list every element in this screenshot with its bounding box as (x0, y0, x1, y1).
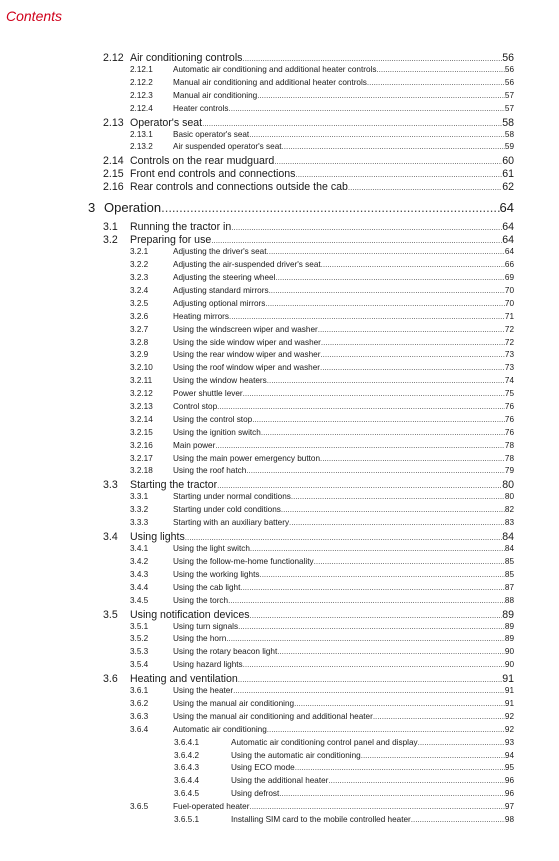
toc-entry-page: 79 (504, 466, 514, 476)
toc-entry-title: Front end controls and connections (130, 168, 296, 181)
toc-entry[interactable] (0, 725, 559, 738)
toc-leader-dots (373, 712, 505, 721)
toc-entry-title: Main power (173, 440, 216, 450)
toc-entry-title: Fuel-operated heater (173, 802, 250, 812)
toc-entry[interactable] (0, 273, 559, 286)
toc-entry-page: 96 (504, 776, 514, 786)
toc-entry-page: 64 (502, 221, 514, 234)
toc-entry[interactable] (0, 712, 559, 725)
toc-entry-number: 2.16 (103, 181, 124, 194)
toc-entry-title: Power shuttle lever (173, 389, 243, 399)
toc-entry-page: 73 (504, 363, 514, 373)
toc-entry-number: 3.4.4 (130, 582, 149, 592)
toc-entry-page: 91 (502, 673, 514, 686)
toc-entry-title: Automatic air conditioning and additional heater controls (173, 65, 377, 74)
toc-entry-page: 98 (504, 814, 514, 824)
toc-entry-number: 3.1 (103, 221, 118, 234)
toc-leader-dots (249, 130, 505, 139)
toc-entry-title: Using ECO mode (231, 763, 295, 773)
toc-entry-page: 60 (502, 155, 514, 168)
toc-entry-number: 2.12.4 (130, 103, 153, 113)
toc-entry[interactable] (0, 221, 559, 234)
toc-entry-title: Adjusting the steering wheel (173, 273, 276, 283)
toc-entry[interactable] (0, 673, 559, 686)
toc-entry-page: 78 (504, 440, 514, 450)
toc-entry[interactable] (0, 454, 559, 467)
toc-entry-page: 73 (504, 350, 514, 360)
toc-entry-page: 91 (504, 698, 514, 708)
toc-entry-title: Using the rear window wiper and washer (173, 350, 321, 360)
toc-entry-page: 74 (504, 376, 514, 386)
toc-entry-number: 3.6.4.1 (174, 737, 200, 747)
toc-entry-number: 3.6.1 (130, 686, 149, 696)
toc-entry-page: 92 (504, 711, 514, 721)
toc-entry-page: 58 (502, 116, 514, 129)
toc-entry[interactable] (0, 699, 559, 712)
toc-leader-dots (320, 454, 505, 463)
toc-entry-page: 93 (504, 737, 514, 747)
toc-leader-dots (269, 286, 505, 295)
toc-entry-page: 97 (504, 802, 514, 812)
toc-entry[interactable] (0, 583, 559, 596)
toc-entry-page: 85 (504, 569, 514, 579)
toc-entry-title: Using the side window wiper and washer (173, 337, 321, 347)
toc-entry-number: 3.6.2 (130, 698, 149, 708)
toc-entry-page: 76 (504, 414, 514, 424)
toc-entry-number: 3.2.16 (130, 440, 153, 450)
toc-entry-page: 64 (504, 247, 514, 257)
toc-entry-page: 91 (504, 686, 514, 696)
toc-entry-number: 3.6.5.1 (174, 814, 200, 824)
toc-entry-number: 3.2.18 (130, 466, 153, 476)
toc-entry[interactable] (0, 402, 559, 415)
toc-entry-title: Using the manual air conditioning (173, 698, 295, 708)
toc-entry-number: 3.6.4.5 (174, 789, 200, 799)
toc-leader-dots (320, 350, 504, 359)
toc-entry[interactable] (0, 91, 559, 104)
toc-entry-number: 3.2.13 (130, 402, 153, 412)
toc-entry-page: 80 (504, 492, 514, 502)
toc-entry-title: Using the window heaters (173, 376, 267, 386)
toc-entry-title: Air suspended operator's seat (173, 142, 282, 152)
toc-entry[interactable] (0, 117, 559, 130)
toc-entry-page: 88 (504, 595, 514, 605)
toc-entry[interactable] (0, 505, 559, 518)
toc-leader-dots (229, 104, 505, 113)
toc-entry-page: 71 (504, 311, 514, 321)
toc-entry-title: Adjusting the driver's seat (173, 247, 267, 257)
toc-leader-dots (418, 738, 505, 747)
toc-entry-page: 96 (504, 789, 514, 799)
toc-leader-dots (295, 763, 505, 772)
toc-entry-page: 64 (499, 200, 514, 216)
toc-entry-title: Adjusting optional mirrors (173, 298, 266, 308)
toc-entry-title: Air conditioning controls (130, 52, 243, 64)
toc-entry-title: Using turn signals (173, 621, 239, 631)
toc-leader-dots (252, 415, 505, 424)
toc-entry[interactable] (0, 363, 559, 376)
toc-entry-number: 2.13.1 (130, 129, 153, 139)
toc-entry[interactable] (0, 338, 559, 351)
toc-entry[interactable] (0, 181, 559, 194)
toc-entry[interactable] (0, 570, 559, 583)
toc-leader-dots (267, 247, 505, 256)
toc-entry-page: 90 (504, 660, 514, 670)
toc-entry[interactable] (0, 155, 559, 168)
toc-entry-title: Adjusting standard mirrors (173, 286, 269, 296)
toc-entry-page: 58 (504, 129, 514, 139)
toc-entry-title: Basic operator's seat (173, 129, 250, 139)
toc-entry-page: 59 (504, 142, 514, 152)
toc-leader-dots (411, 815, 505, 824)
toc-entry-page: 82 (504, 505, 514, 515)
toc-entry-page: 85 (504, 556, 514, 566)
toc-leader-dots (238, 675, 502, 684)
toc-entry-title: Control stop (173, 402, 218, 412)
toc-entry-number: 3.4.1 (130, 544, 149, 554)
toc-leader-dots (231, 223, 502, 232)
toc-entry[interactable] (0, 325, 559, 338)
toc-entry-title: Using notification devices (130, 608, 250, 621)
toc-leader-dots (257, 91, 505, 100)
toc-leader-dots (289, 518, 505, 527)
toc-entry-title: Using the light switch (173, 544, 250, 554)
toc-leader-dots (161, 200, 499, 215)
toc-entry-title: Using the torch (173, 595, 229, 605)
toc-entry-number: 3.6.3 (130, 711, 149, 721)
toc-entry[interactable] (0, 466, 559, 479)
toc-entry-number: 3.6.4 (130, 724, 149, 734)
toc-entry-page: 61 (502, 168, 514, 181)
toc-entry-page: 76 (504, 402, 514, 412)
toc-entry-title: Using lights (130, 531, 185, 544)
toc-entry-number: 3.6.4.4 (174, 776, 200, 786)
toc-entry-page: 57 (504, 90, 514, 100)
toc-entry-number: 3.2.12 (130, 389, 153, 399)
toc-entry-title: Using the control stop (173, 414, 253, 424)
toc-entry[interactable] (0, 751, 559, 764)
toc-leader-dots (367, 78, 505, 87)
toc-entry-number: 3.2.3 (130, 273, 149, 283)
toc-entry-title: Preparing for use (130, 234, 212, 247)
toc-leader-dots (274, 157, 502, 166)
toc-entry[interactable] (0, 789, 559, 802)
toc-entry[interactable] (0, 544, 559, 557)
toc-entry-title: Using the manual air conditioning and additional heater (173, 711, 373, 721)
toc-entry-page: 90 (504, 647, 514, 657)
toc-entry-number: 3.2.7 (130, 324, 149, 334)
toc-entry-number: 3.3.3 (130, 518, 149, 528)
toc-entry-number: 3.3.2 (130, 505, 149, 515)
toc-entry-page: 84 (504, 544, 514, 554)
toc-entry[interactable] (0, 596, 559, 609)
toc-entry[interactable] (0, 609, 559, 622)
toc-entry-title: Using the ignition switch (173, 427, 261, 437)
toc-leader-dots (267, 376, 505, 385)
toc-leader-dots (215, 441, 505, 450)
toc-leader-dots (185, 533, 502, 542)
toc-entry[interactable] (0, 200, 559, 221)
toc-entry-page: 57 (504, 103, 514, 113)
toc-entry-page: 56 (504, 65, 514, 74)
toc-leader-dots (295, 170, 502, 179)
toc-entry-page: 64 (502, 234, 514, 247)
toc-leader-dots (321, 338, 505, 347)
toc-entry[interactable] (0, 776, 559, 789)
toc-entry[interactable] (0, 312, 559, 325)
toc-leader-dots (361, 751, 505, 760)
toc-entry-number: 3 (88, 200, 96, 216)
toc-entry-number: 2.12 (103, 52, 124, 64)
toc-leader-dots (348, 183, 502, 192)
toc-leader-dots (242, 54, 502, 63)
toc-entry-page: 80 (502, 479, 514, 492)
toc-entry-title: Adjusting the air-suspended driver's seat (173, 260, 321, 270)
toc-entry-title: Using defrost (231, 789, 280, 799)
toc-entry[interactable] (0, 247, 559, 260)
toc-leader-dots (265, 299, 505, 308)
toc-leader-dots (202, 119, 502, 128)
toc-entry-title: Manual air conditioning and additional heater controls (173, 77, 367, 87)
toc-entry[interactable] (0, 376, 559, 389)
toc-entry[interactable] (0, 441, 559, 454)
toc-entry-page: 62 (502, 181, 514, 194)
toc-entry-number: 3.4.5 (130, 595, 149, 605)
toc-leader-dots (376, 65, 504, 74)
toc-leader-dots (267, 725, 505, 734)
toc-leader-dots (226, 634, 505, 643)
toc-entry-number: 3.2.5 (130, 298, 149, 308)
toc-entry-number: 2.12.1 (130, 65, 153, 74)
toc-entry-number: 3.2.10 (130, 363, 153, 373)
toc-entry[interactable] (0, 260, 559, 273)
toc-leader-dots (243, 660, 505, 669)
toc-entry[interactable] (0, 660, 559, 673)
toc-entry-number: 3.3.1 (130, 492, 149, 502)
toc-entry-page: 69 (504, 273, 514, 283)
toc-leader-dots (233, 686, 505, 695)
toc-entry-title: Automatic air conditioning control panel and display (231, 737, 418, 747)
toc-entry-title: Starting the tractor (130, 479, 218, 492)
toc-entry-number: 3.5.3 (130, 647, 149, 657)
toc-leader-dots (261, 428, 505, 437)
toc-entry-number: 3.2 (103, 234, 118, 247)
toc-leader-dots (211, 236, 502, 245)
toc-entry-title: Heating mirrors (173, 311, 229, 321)
toc-entry-page: 75 (504, 389, 514, 399)
toc-entry[interactable] (0, 634, 559, 647)
toc-entry-number: 2.13 (103, 116, 124, 129)
toc-entry[interactable] (0, 142, 559, 155)
toc-entry[interactable] (0, 531, 559, 544)
toc-entry-page: 72 (504, 337, 514, 347)
toc-entry-title: Using the automatic air conditioning (231, 750, 361, 760)
toc-leader-dots (279, 789, 505, 798)
toc-entry-number: 3.5.4 (130, 660, 149, 670)
toc-entry-title: Using the follow-me-home functionality (173, 556, 314, 566)
toc-entry-number: 3.2.15 (130, 427, 153, 437)
toc-entry[interactable] (0, 52, 559, 65)
toc-entry[interactable] (0, 286, 559, 299)
toc-entry-number: 3.6.5 (130, 802, 149, 812)
toc-entry[interactable] (0, 479, 559, 492)
toc-leader-dots (217, 481, 502, 490)
toc-entry-title: Heater controls (173, 103, 229, 113)
toc-entry-title: Using the rotary beacon light (173, 647, 278, 657)
toc-leader-dots (228, 596, 505, 605)
toc-entry-page: 72 (504, 324, 514, 334)
toc-entry-page: 70 (504, 298, 514, 308)
toc-entry-title: Starting under cold conditions (173, 505, 281, 515)
toc-entry-title: Using the heater (173, 686, 234, 696)
toc-entry-number: 3.2.6 (130, 311, 149, 321)
toc-entry[interactable] (0, 492, 559, 505)
toc-entry-title: Heating and ventilation (130, 673, 238, 686)
toc-entry-page: 76 (504, 427, 514, 437)
toc-entry-number: 3.2.14 (130, 414, 153, 424)
toc-entry-number: 3.4.2 (130, 556, 149, 566)
toc-entry-number: 2.12.3 (130, 90, 153, 100)
toc-leader-dots (314, 557, 505, 566)
toc-entry-number: 3.2.2 (130, 260, 149, 270)
toc-leader-dots (246, 466, 505, 475)
toc-entry[interactable] (0, 686, 559, 699)
toc-entry[interactable] (0, 350, 559, 363)
toc-entry-title: Starting with an auxiliary battery (173, 518, 290, 528)
toc-entry[interactable] (0, 647, 559, 660)
toc-leader-dots (238, 622, 505, 631)
toc-entry-page: 70 (504, 286, 514, 296)
toc-entry-title: Automatic air conditioning (173, 724, 267, 734)
toc-entry-title: Using the additional heater (231, 776, 329, 786)
toc-entry-title: Using the working lights (173, 569, 260, 579)
toc-leader-dots (291, 492, 505, 501)
toc-leader-dots (318, 325, 505, 334)
toc-entry-number: 2.14 (103, 155, 124, 168)
toc-entry-title: Operator's seat (130, 116, 203, 129)
toc-entry-page: 56 (504, 77, 514, 87)
toc-entry-number: 3.6 (103, 673, 118, 686)
toc-entry[interactable] (0, 518, 559, 531)
toc-entry-page: 66 (504, 260, 514, 270)
table-of-contents (0, 52, 559, 828)
toc-entry-page: 89 (504, 634, 514, 644)
toc-leader-dots (282, 142, 505, 151)
toc-leader-dots (275, 273, 504, 282)
toc-leader-dots (240, 583, 505, 592)
toc-leader-dots (328, 776, 504, 785)
toc-entry-number: 3.2.17 (130, 453, 153, 463)
toc-entry-number: 3.4.3 (130, 569, 149, 579)
toc-entry-page: 92 (504, 724, 514, 734)
toc-entry[interactable] (0, 104, 559, 117)
toc-entry-page: 83 (504, 518, 514, 528)
toc-entry-number: 2.15 (103, 168, 124, 181)
toc-leader-dots (243, 389, 505, 398)
toc-leader-dots (217, 402, 505, 411)
toc-entry-page: 84 (502, 531, 514, 544)
toc-leader-dots (250, 544, 505, 553)
toc-entry-title: Running the tractor in (130, 221, 232, 234)
toc-entry-title: Using the roof window wiper and washer (173, 363, 320, 373)
toc-entry[interactable] (0, 130, 559, 143)
toc-entry[interactable] (0, 415, 559, 428)
toc-entry[interactable] (0, 65, 559, 78)
toc-entry[interactable] (0, 815, 559, 828)
toc-entry-page: 89 (502, 608, 514, 621)
toc-entry-number: 3.6.4.2 (174, 750, 200, 760)
toc-entry[interactable] (0, 299, 559, 312)
toc-entry-number: 3.5.2 (130, 634, 149, 644)
toc-entry[interactable] (0, 738, 559, 751)
toc-entry[interactable] (0, 78, 559, 91)
toc-entry-number: 3.4 (103, 531, 118, 544)
toc-leader-dots (250, 611, 503, 620)
toc-leader-dots (249, 802, 504, 811)
toc-leader-dots (277, 647, 505, 656)
toc-entry-number: 3.6.4.3 (174, 763, 200, 773)
toc-entry-page: 56 (502, 52, 514, 64)
toc-entry-title: Manual air conditioning (173, 90, 258, 100)
toc-entry-title: Using the horn (173, 634, 227, 644)
toc-entry[interactable] (0, 168, 559, 181)
toc-entry-title: Rear controls and connections outside the cab (130, 181, 348, 194)
toc-entry-number: 3.5 (103, 608, 118, 621)
toc-entry[interactable] (0, 234, 559, 247)
toc-entry[interactable] (0, 802, 559, 815)
toc-leader-dots (294, 699, 505, 708)
toc-entry-page: 94 (504, 750, 514, 760)
toc-entry[interactable] (0, 557, 559, 570)
toc-entry-number: 3.5.1 (130, 621, 149, 631)
toc-entry-page: 78 (504, 453, 514, 463)
toc-entry-number: 2.12.2 (130, 77, 153, 87)
toc-entry-title: Using hazard lights (173, 660, 243, 670)
toc-entry-number: 3.2.1 (130, 247, 149, 257)
toc-entry[interactable] (0, 763, 559, 776)
toc-entry-title: Using the main power emergency button (173, 453, 320, 463)
toc-entry-title: Using the windscreen wiper and washer (173, 324, 318, 334)
toc-entry[interactable] (0, 622, 559, 635)
toc-entry-page: 87 (504, 582, 514, 592)
toc-entry-title: Using the cab light (173, 582, 241, 592)
toc-entry[interactable] (0, 428, 559, 441)
toc-entry-number: 2.13.2 (130, 142, 153, 152)
toc-entry-number: 3.2.11 (130, 376, 153, 386)
page-header-title: Contents (6, 8, 63, 24)
toc-entry-number: 3.3 (103, 479, 118, 492)
toc-entry-title: Installing SIM card to the mobile controlled heater (231, 814, 411, 824)
toc-leader-dots (259, 570, 504, 579)
toc-entry-number: 3.2.9 (130, 350, 149, 360)
toc-entry-number: 3.2.8 (130, 337, 149, 347)
toc-entry-title: Starting under normal conditions (173, 492, 291, 502)
toc-entry-title: Using the roof hatch (173, 466, 247, 476)
toc-entry-page: 95 (504, 763, 514, 773)
toc-entry-title: Controls on the rear mudguard (130, 155, 275, 168)
toc-entry-title: Operation (104, 200, 162, 216)
toc-entry[interactable] (0, 389, 559, 402)
toc-entry-page: 89 (504, 621, 514, 631)
toc-leader-dots (320, 363, 505, 372)
toc-leader-dots (281, 505, 505, 514)
toc-leader-dots (321, 260, 505, 269)
toc-entry-number: 3.2.4 (130, 286, 149, 296)
toc-leader-dots (229, 312, 505, 321)
